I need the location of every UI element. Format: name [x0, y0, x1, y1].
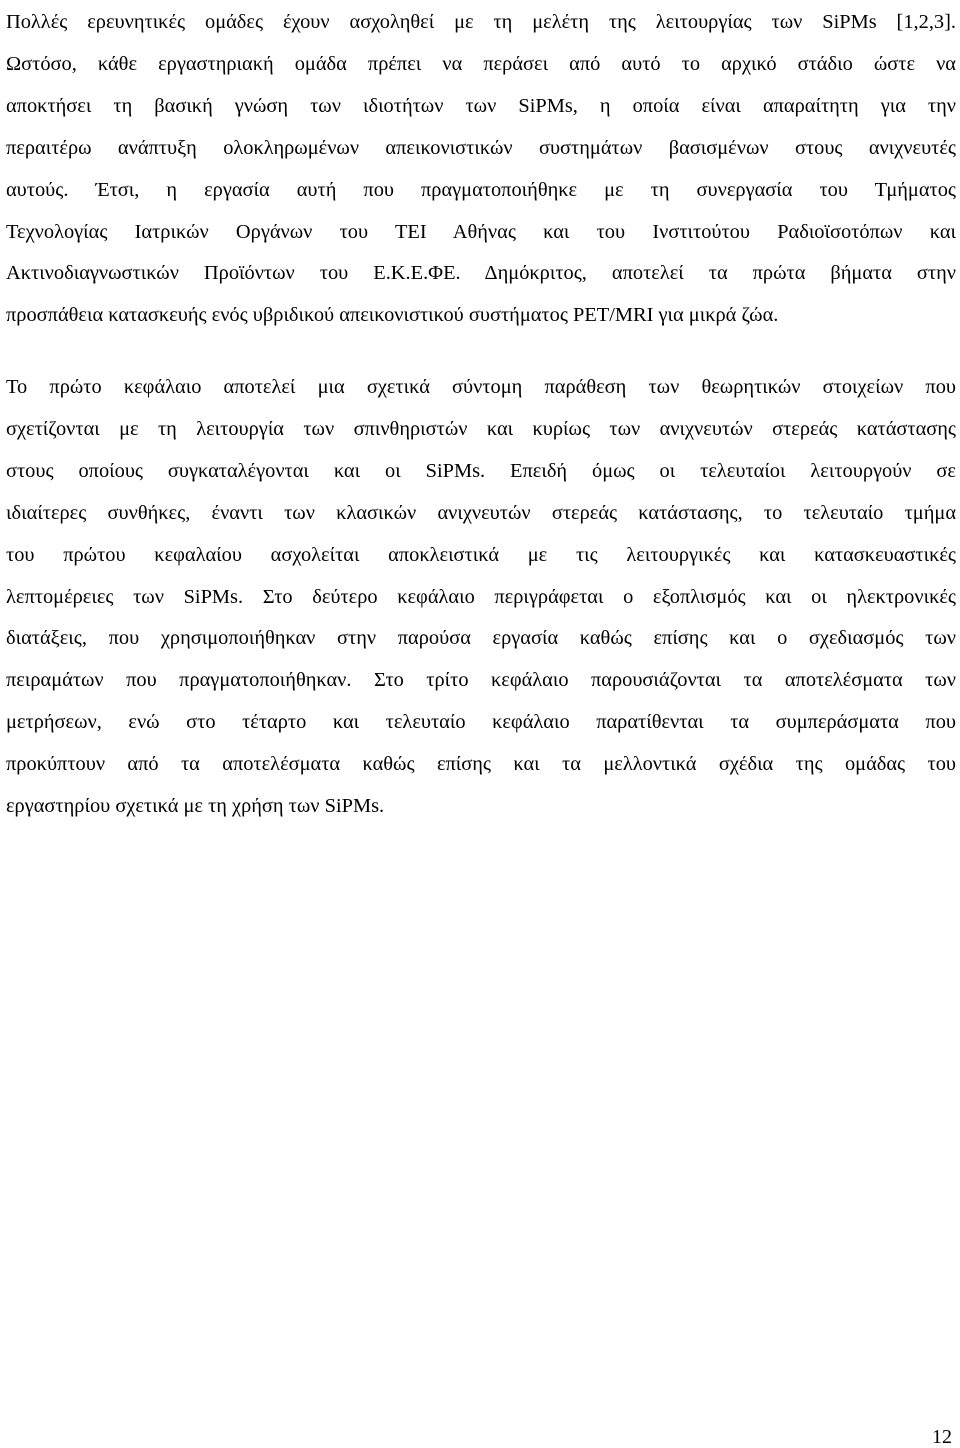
text-line: σχετίζονται με τη λειτουργία των σπινθηριστών και κυρίως των ανιχνευτών στερεάς κατάστασης	[6, 417, 956, 440]
text-line: του πρώτου κεφαλαίου ασχολείται αποκλειστικά με τις λειτουργικές και κατασκευαστικές	[6, 543, 956, 566]
text-line: διατάξεις, που χρησιμοποιήθηκαν στην παρούσα εργασία καθώς επίσης και ο σχεδιασμός των	[6, 627, 956, 650]
text-line: Ωστόσο, κάθε εργαστηριακή ομάδα πρέπει να περάσει από αυτό το αρχικό στάδιο ώστε να	[6, 52, 956, 75]
text-line: μετρήσεων, ενώ στο τέταρτο και τελευταίο κεφάλαιο παρατίθενται τα συμπεράσματα που	[6, 711, 956, 734]
text-line: εργαστηρίου σχετικά με τη χρήση των SiPMs.	[6, 795, 385, 818]
text-line: Τεχνολογίας Ιατρικών Οργάνων του ΤΕΙ Αθήνας και του Ινστιτούτου Ραδιοϊσοτόπων και	[6, 220, 956, 243]
text-line: ιδιαίτερες συνθήκες, έναντι των κλασικών ανιχνευτών στερεάς κατάστασης, το τελευταίο τμήμα	[6, 501, 956, 524]
text-line: περαιτέρω ανάπτυξη ολοκληρωμένων απεικονιστικών συστημάτων βασισμένων στους ανιχνευτές	[6, 136, 956, 159]
text-line: αποκτήσει τη βασική γνώση των ιδιοτήτων των SiPMs, η οποία είναι απαραίτητη για την	[6, 94, 956, 117]
text-line: προσπάθεια κατασκευής ενός υβριδικού απεικονιστικού συστήματος PET/MRI για μικρά ζώα.	[6, 304, 779, 327]
paragraph-introduction	[6, 2, 956, 337]
text-line: πειραμάτων που πραγματοποιήθηκαν. Στο τρίτο κεφάλαιο παρουσιάζονται τα αποτελέσματα των	[6, 669, 956, 692]
text-line: Ακτινοδιαγνωστικών Προϊόντων του Ε.Κ.Ε.ΦΕ. Δημόκριτος, αποτελεί τα πρώτα βήματα στην	[6, 262, 956, 285]
paragraph-chapter-overview	[6, 367, 956, 828]
text-line: προκύπτουν από τα αποτελέσματα καθώς επίσης και τα μελλοντικά σχέδια της ομάδας του	[6, 753, 956, 776]
text-line: Πολλές ερευνητικές ομάδες έχουν ασχοληθεί με τη μελέτη της λειτουργίας των SiPMs [1,2,3].	[6, 11, 956, 33]
text-line: αυτούς. Έτσι, η εργασία αυτή που πραγματοποιήθηκε με τη συνεργασία του Τμήματος	[6, 178, 956, 201]
text-line: Το πρώτο κεφάλαιο αποτελεί μια σχετικά σύντομη παράθεση των θεωρητικών στοιχείων που	[6, 376, 956, 398]
text-line: λεπτομέρειες των SiPMs. Στο δεύτερο κεφάλαιο περιγράφεται ο εξοπλισμός και οι ηλεκτρονικές	[6, 585, 956, 608]
text-line: στους οποίους συγκαταλέγονται και οι SiPMs. Επειδή όμως οι τελευταίοι λειτουργούν σε	[6, 459, 956, 482]
page-number: 12	[932, 1426, 952, 1448]
